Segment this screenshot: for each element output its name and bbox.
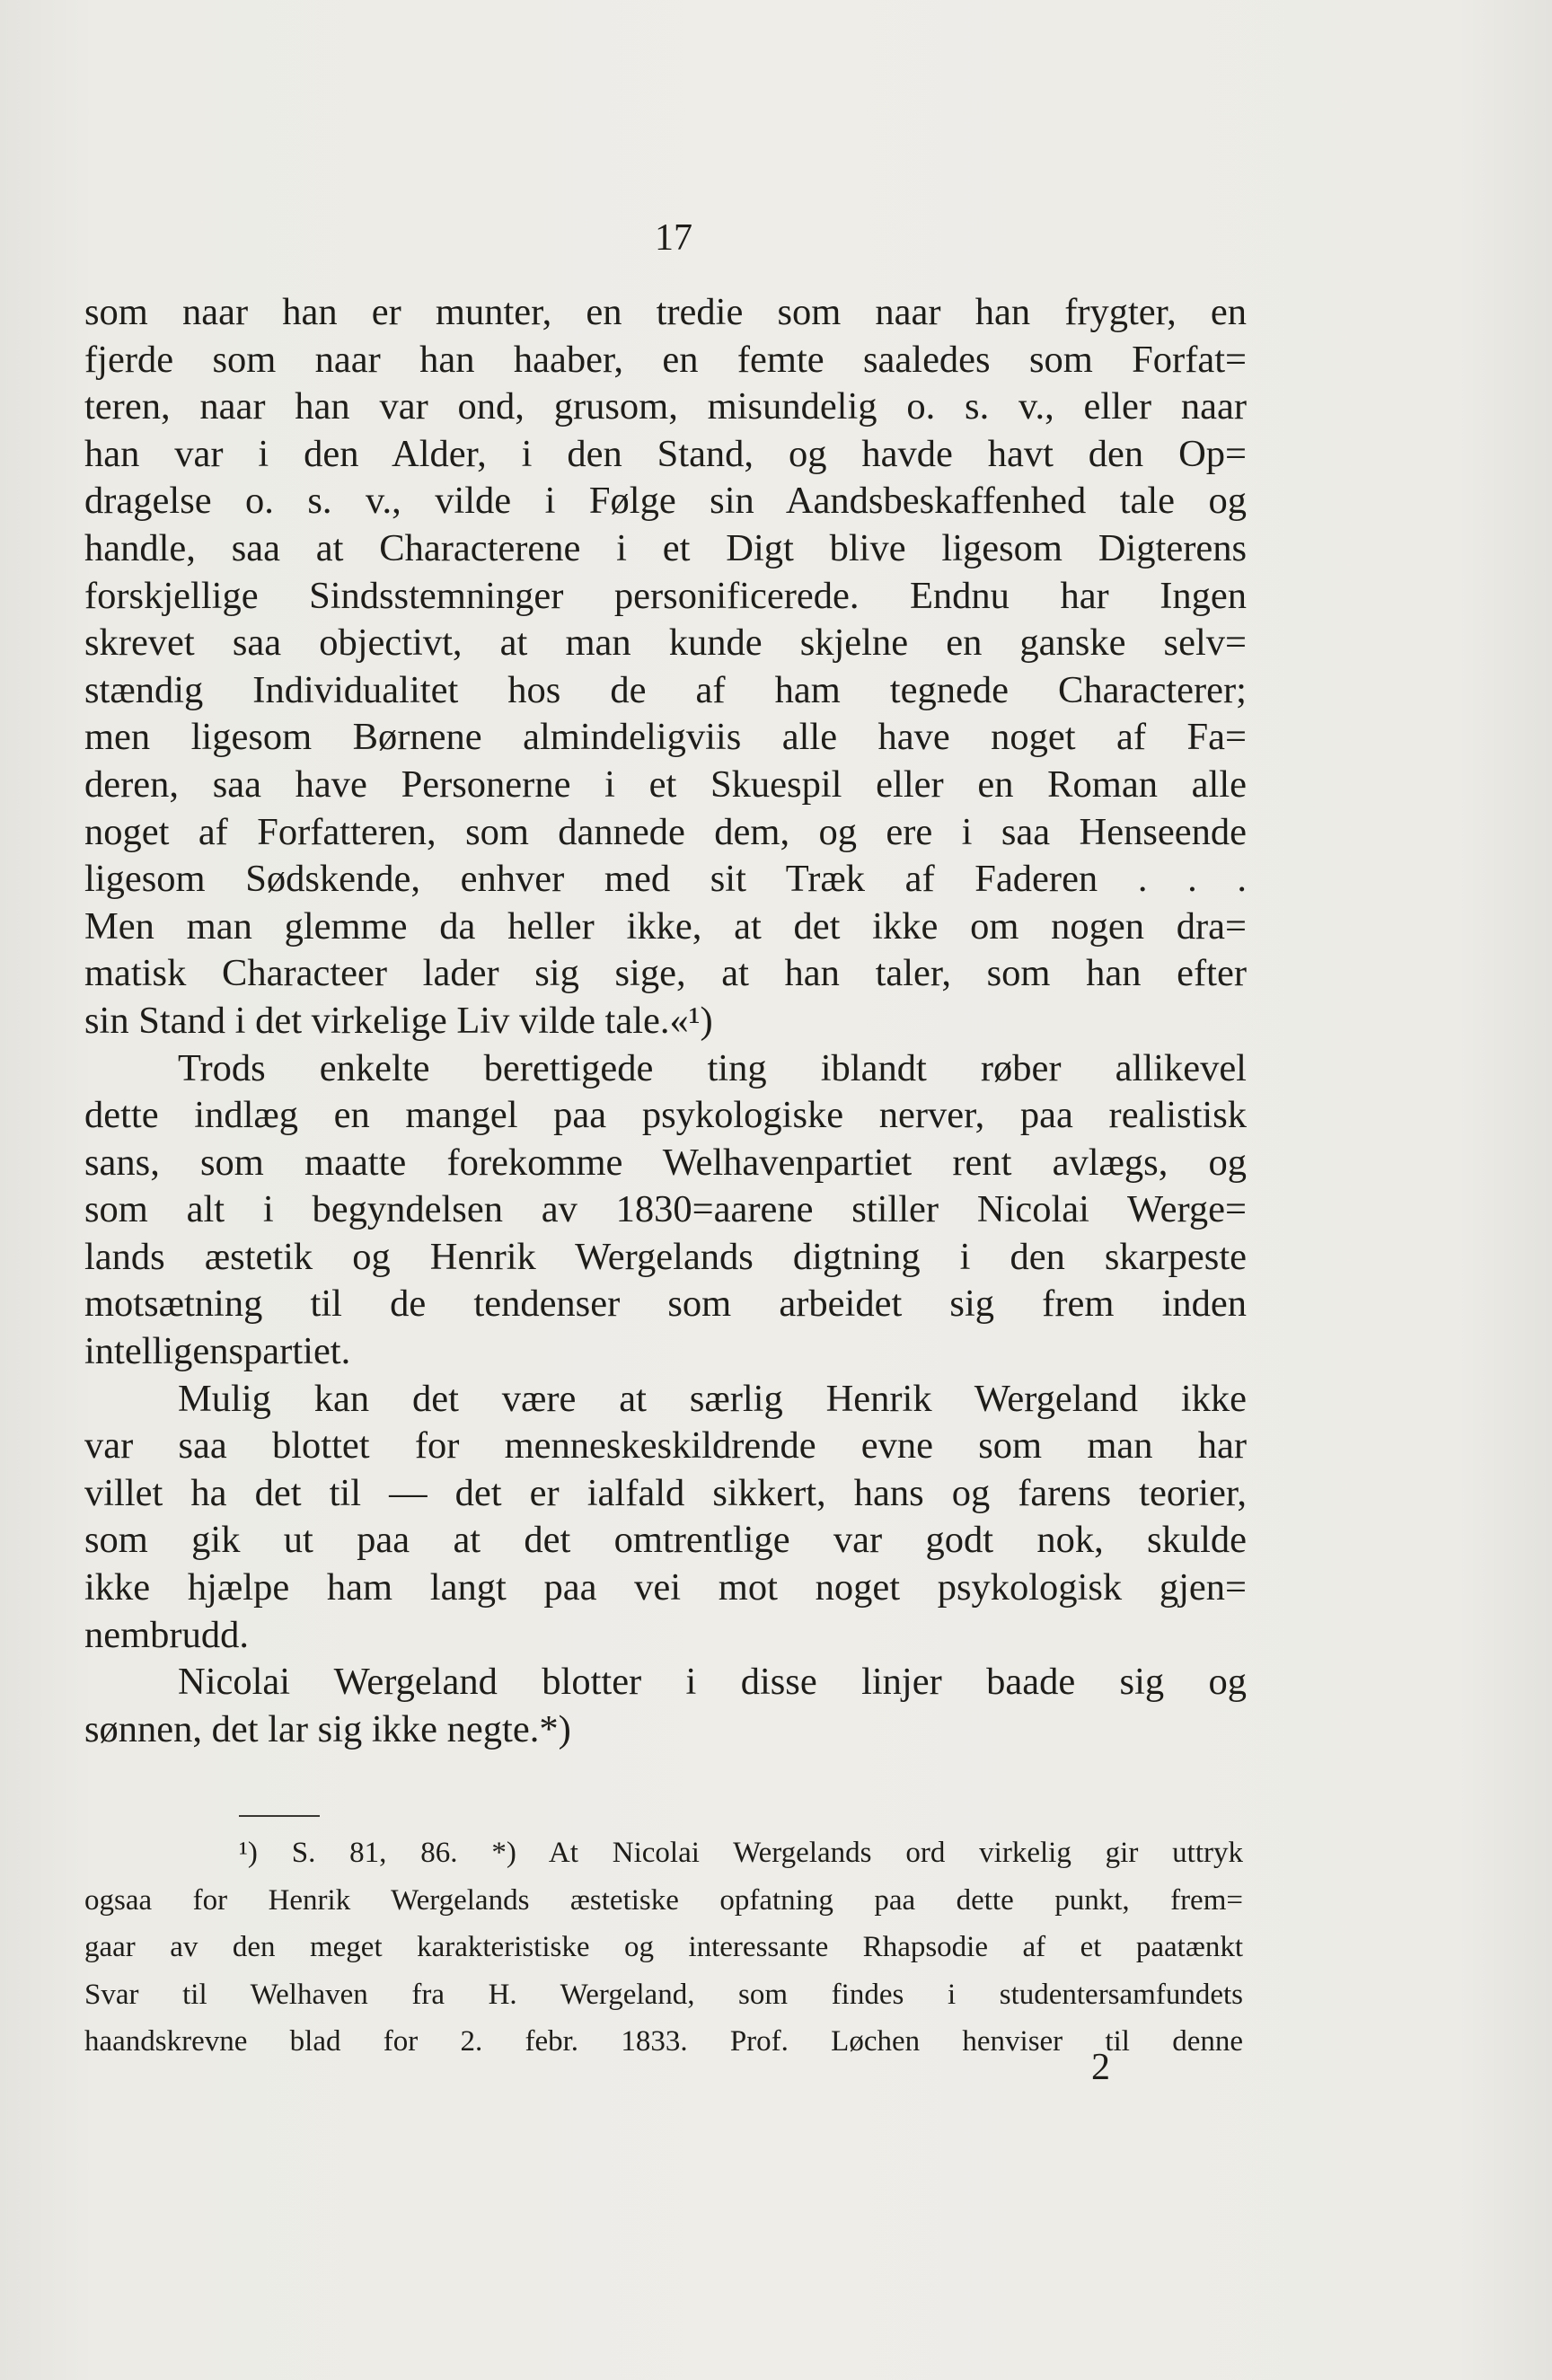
footnote-line: haandskrevne blad for 2. febr. 1833. Prof. Løchen henviser til denne <box>84 2025 1243 2058</box>
text-line: lands æstetik og Henrik Wergelands digtning i den skarpeste <box>84 1235 1247 1278</box>
text-line: handle, saa at Characterene i et Digt blive ligesom Digterens <box>84 526 1247 569</box>
text-line: Men man glemme da heller ikke, at det ikke om nogen dra= <box>84 904 1247 948</box>
text-line: teren, naar han var ond, grusom, misundelig o. s. v., eller naar <box>84 385 1247 428</box>
body-text <box>84 289 1247 1753</box>
text-line: dragelse o. s. v., vilde i Følge sin Aandsbeskaffenhed tale og <box>84 480 1247 523</box>
signature-mark: 2 <box>1091 2047 1110 2088</box>
text-line: ligesom Sødskende, enhver med sit Træk af Faderen . . . <box>84 858 1247 901</box>
footnote-line: ¹) S. 81, 86. *) At Nicolai Wergelands ord virkelig gir uttryk <box>239 1837 1243 1869</box>
text-line: noget af Forfatteren, som dannede dem, og ere i saa Henseende <box>84 810 1247 853</box>
text-line: matisk Characteer lader sig sige, at han taler, som han efter <box>84 952 1247 995</box>
text-line: var saa blottet for menneskeskildrende evne som man har <box>84 1424 1247 1468</box>
footnote-line: Svar til Welhaven fra H. Wergeland, som findes i studentersamfundets <box>84 1978 1243 2011</box>
footnote-divider <box>239 1815 320 1817</box>
text-line: motsætning til de tendenser som arbeidet sig frem inden <box>84 1283 1247 1326</box>
text-line: intelligenspartiet. <box>84 1330 351 1373</box>
footnote-line: gaar av den meget karakteristiske og interessante Rhapsodie af et paatænkt <box>84 1931 1243 1964</box>
page-number: 17 <box>655 217 692 259</box>
footnotes <box>84 1832 1243 2068</box>
text-line: Trods enkelte berettigede ting iblandt røber allikevel <box>178 1046 1247 1089</box>
text-line: forskjellige Sindsstemninger personificerede. Endnu har Ingen <box>84 574 1247 617</box>
text-line: han var i den Alder, i den Stand, og havde havt den Op= <box>84 432 1247 475</box>
text-line: sans, som maatte forekomme Welhavenpartiet rent avlægs, og <box>84 1141 1247 1184</box>
text-line: sønnen, det lar sig ikke negte.*) <box>84 1707 571 1750</box>
text-line: men ligesom Børnene almindeligviis alle have noget af Fa= <box>84 716 1247 759</box>
text-line: skrevet saa objectivt, at man kunde skjelne en ganske selv= <box>84 621 1247 665</box>
text-line: som alt i begyndelsen av 1830=aarene stiller Nicolai Werge= <box>84 1188 1247 1231</box>
footnote-line: ogsaa for Henrik Wergelands æstetiske opfatning paa dette punkt, frem= <box>84 1883 1243 1917</box>
text-line: som gik ut paa at det omtrentlige var godt nok, skulde <box>84 1519 1247 1562</box>
text-line: fjerde som naar han haaber, en femte saaledes som Forfat= <box>84 338 1247 381</box>
text-line: sin Stand i det virkelige Liv vilde tale.«¹) <box>84 999 713 1042</box>
text-line: dette indlæg en mangel paa psykologiske nerver, paa realistisk <box>84 1094 1247 1137</box>
text-line: Mulig kan det være at særlig Henrik Wergeland ikke <box>178 1377 1247 1420</box>
text-line: stændig Individualitet hos de af ham tegnede Characterer; <box>84 668 1247 711</box>
text-line: nembrudd. <box>84 1613 249 1656</box>
text-line: Nicolai Wergeland blotter i disse linjer baade sig og <box>178 1661 1247 1704</box>
text-line: deren, saa have Personerne i et Skuespil eller en Roman alle <box>84 762 1247 806</box>
text-line: villet ha det til — det er ialfald sikkert, hans og farens teorier, <box>84 1471 1247 1514</box>
text-line: som naar han er munter, en tredie som naar han frygter, en <box>84 291 1247 333</box>
text-line: ikke hjælpe ham langt paa vei mot noget psykologisk gjen= <box>84 1566 1247 1609</box>
